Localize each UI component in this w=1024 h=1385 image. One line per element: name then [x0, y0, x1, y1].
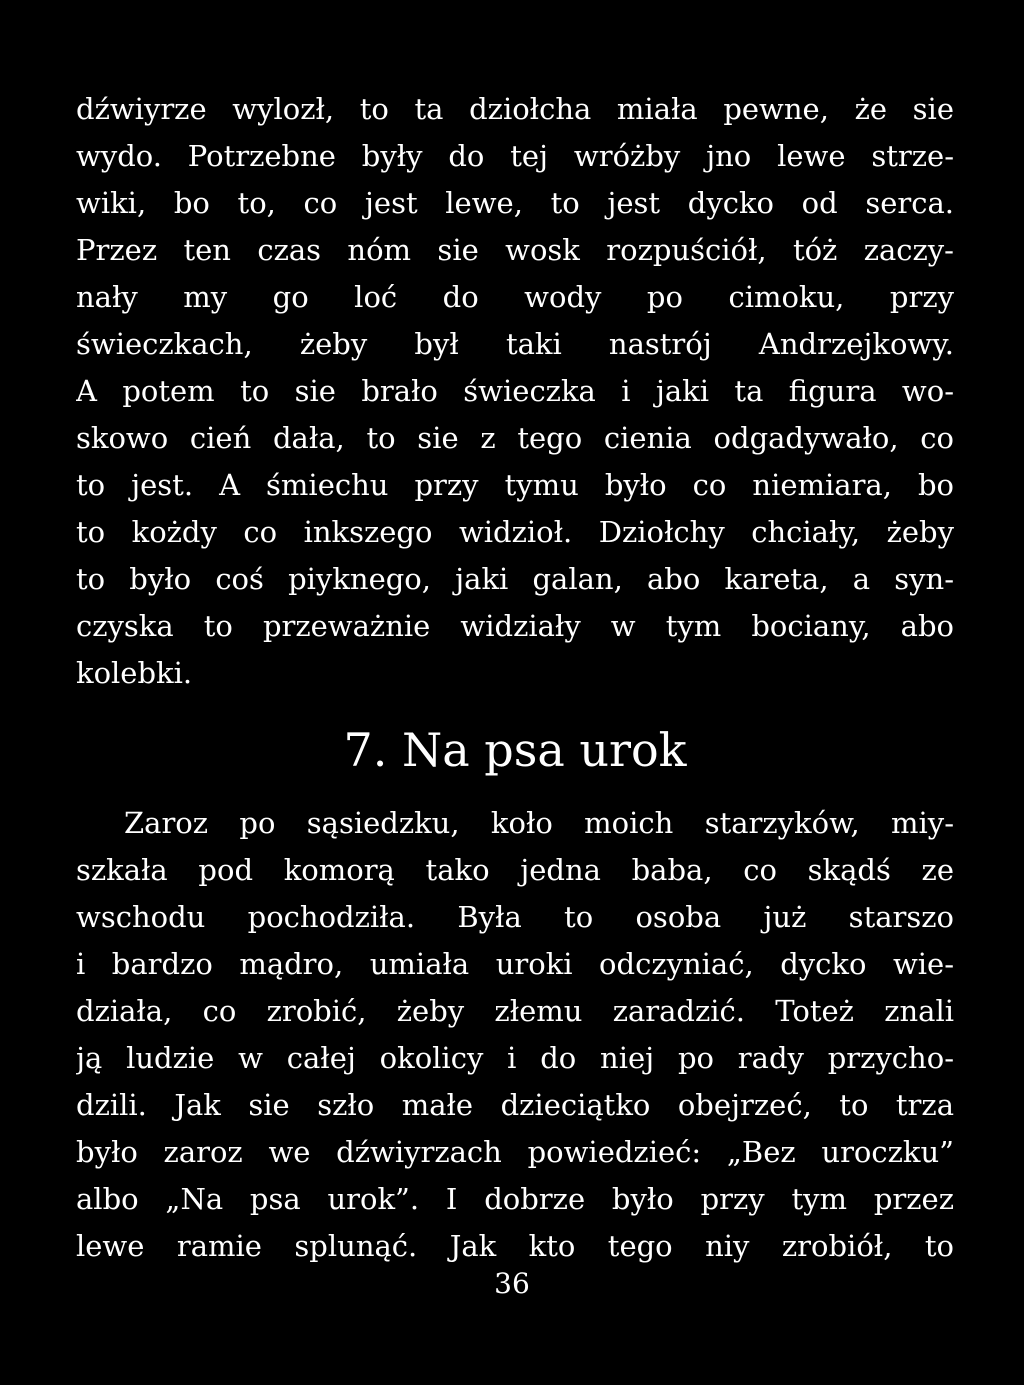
- chapter-heading: 7. Na psa urok: [343, 723, 687, 777]
- text-line: skowo cień dała, to sie z tego cienia odgadywało, co: [76, 421, 954, 455]
- text-line: świeczkach, żeby był taki nastrój Andrzejkowy.: [76, 327, 954, 361]
- text-line: dzili. Jak sie szło małe dzieciątko obejrzeć, to trza: [76, 1088, 954, 1122]
- text-line: i bardzo mądro, umiała uroki odczyniać, dycko wie-: [76, 947, 954, 981]
- page-number: 36: [494, 1267, 530, 1300]
- text-line: albo „Na psa urok”. I dobrze było przy tym przez: [76, 1182, 954, 1216]
- text-line: wydo. Potrzebne były do tej wróżby jno lewe strze-: [76, 139, 954, 173]
- text-line: czyska to przeważnie widziały w tym bociany, abo: [76, 609, 954, 643]
- text-line: nały my go loć do wody po cimoku, przy: [76, 280, 954, 314]
- paragraph-2: [76, 800, 954, 1270]
- text-line: działa, co zrobić, żeby złemu zaradzić. Toteż znali: [76, 994, 954, 1028]
- text-line: Przez ten czas nóm sie wosk rozpuściół, tóż zaczy-: [76, 233, 954, 267]
- text-line: to kożdy co inkszego widzioł. Dziołchy chciały, żeby: [76, 515, 954, 549]
- text-line: było zaroz we dźwiyrzach powiedzieć: „Bez uroczku”: [76, 1135, 954, 1169]
- text-line: A potem to sie brało świeczka i jaki ta figura wo-: [76, 374, 954, 408]
- text-line: Zaroz po sąsiedzku, koło moich starzyków, miy-: [124, 806, 954, 840]
- text-line: kolebki.: [76, 656, 193, 690]
- text-line: to było coś piyknego, jaki galan, abo kareta, a syn-: [76, 562, 954, 596]
- text-line: ją ludzie w całej okolicy i do niej po rady przycho-: [76, 1041, 954, 1075]
- text-line: wschodu pochodziła. Była to osoba już starszo: [76, 900, 954, 934]
- text-line: dźwiyrze wylozł, to ta dziołcha miała pewne, że sie: [76, 92, 954, 126]
- text-line: szkała pod komorą tako jedna baba, co skądś ze: [76, 853, 954, 887]
- paragraph-1: [76, 86, 954, 697]
- text-line: wiki, bo to, co jest lewe, to jest dycko od serca.: [76, 186, 954, 220]
- text-line: lewe ramie splunąć. Jak kto tego niy zrobiół, to: [76, 1229, 954, 1263]
- text-line: to jest. A śmiechu przy tymu było co niemiara, bo: [76, 468, 954, 502]
